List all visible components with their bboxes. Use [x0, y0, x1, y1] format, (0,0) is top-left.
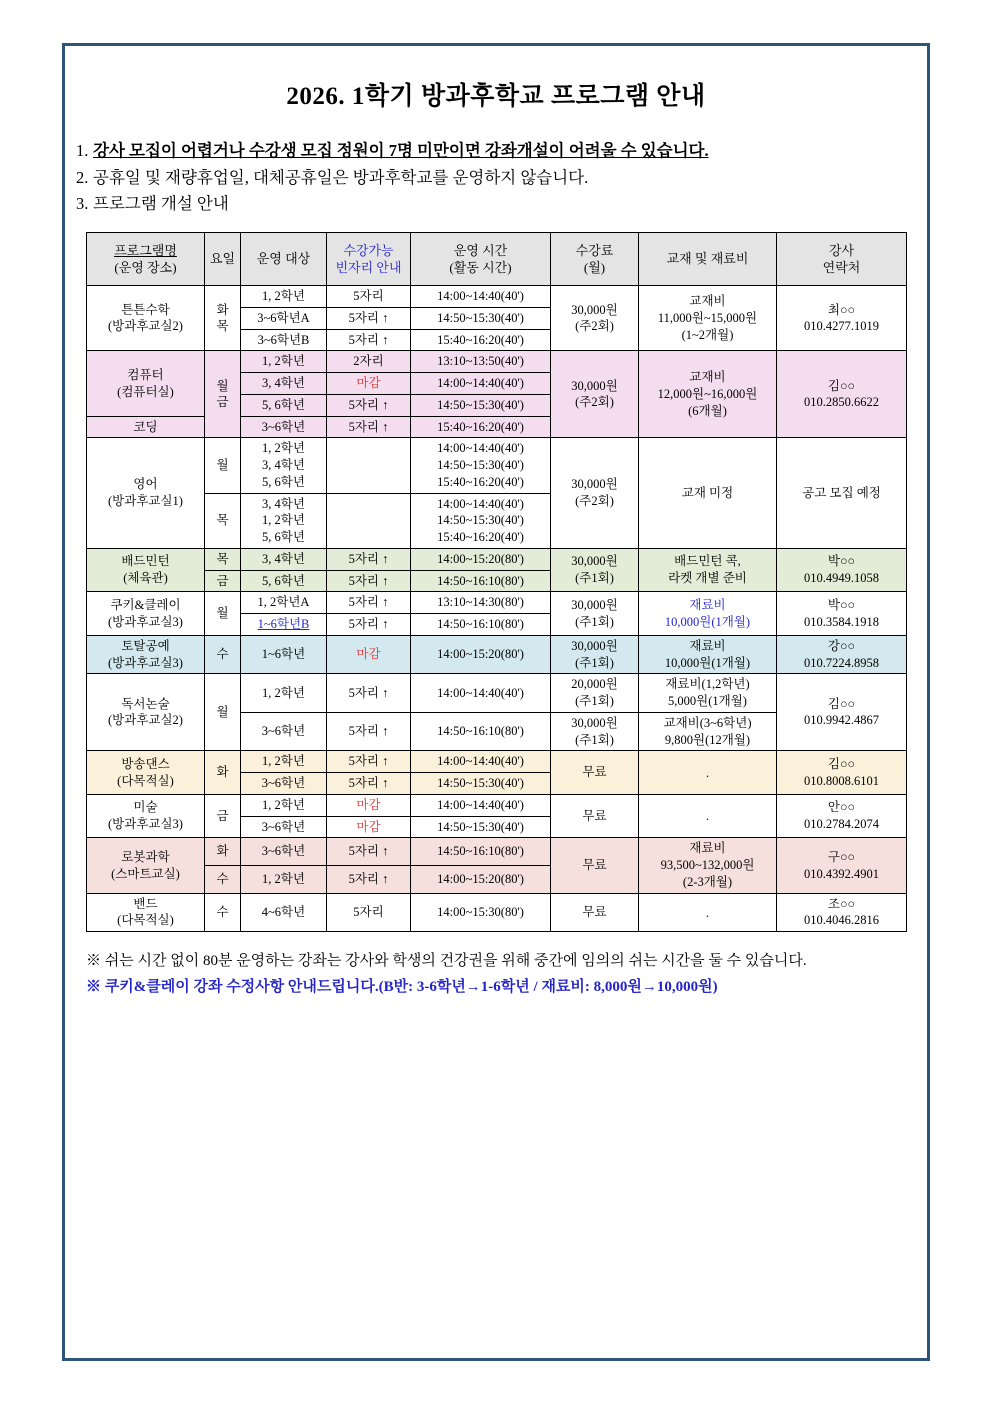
target-grade-cell: 1, 2학년 3, 4학년 5, 6학년 [241, 438, 327, 493]
instructor-contact-cell: 박○○ 010.4949.1058 [777, 548, 907, 592]
target-grade-cell: 3, 4학년 [241, 548, 327, 570]
target-grade-cell: 1, 2학년 [241, 351, 327, 373]
weekday-cell: 목 [205, 548, 241, 570]
target-grade-cell: 3~6학년 [241, 816, 327, 838]
instructor-contact-cell: 공고 모집 예정 [777, 438, 907, 549]
target-grade-cell: 1, 2학년 [241, 674, 327, 713]
schedule-time-cell: 14:00~14:40(40') [411, 373, 551, 395]
column-header [205, 233, 241, 286]
instructor-contact-cell: 강○○ 010.7224.8958 [777, 635, 907, 674]
schedule-time-cell: 14:50~15:30(40') [411, 816, 551, 838]
column-header-line2: (운영 장소) [114, 260, 177, 276]
program-table-wrapper [86, 232, 930, 932]
notice-item [76, 138, 930, 165]
target-grade-cell: 4~6학년 [241, 893, 327, 932]
target-grade-cell: 3~6학년A [241, 307, 327, 329]
table-row [87, 674, 907, 713]
availability-cell: 5자리 ↑ [327, 592, 411, 614]
target-grade-cell: 3~6학년B [241, 329, 327, 351]
material-cost-cell: 재료비 93,500~132,000원 (2-3개월) [639, 838, 777, 893]
program-name-cell: 컴퓨터 (컴퓨터실) [87, 351, 205, 416]
target-grade-cell: 1, 2학년 [241, 866, 327, 894]
schedule-time-cell: 14:50~16:10(80') [411, 712, 551, 751]
program-name-cell: 튼튼수학 (방과후교실2) [87, 286, 205, 351]
weekday-cell: 월 금 [205, 351, 241, 438]
schedule-time-cell: 14:50~16:10(80') [411, 614, 551, 636]
availability-cell: 5자리 ↑ [327, 570, 411, 592]
weekday-cell: 월 [205, 438, 241, 493]
material-cost-cell: 교재 미정 [639, 438, 777, 549]
tuition-fee-cell: 30,000원 (주2회) [551, 351, 639, 438]
table-row [87, 438, 907, 493]
notice-text: 강사 모집이 어렵거나 수강생 모집 정원이 7명 미만이면 강좌개설이 어려울 수 있습니다. [93, 141, 709, 160]
column-header-line1: 수강가능 [343, 242, 394, 258]
instructor-contact-cell: 안○○ 010.2784.2074 [777, 794, 907, 838]
column-header-line2: (월) [583, 260, 606, 276]
weekday-cell: 목 [205, 493, 241, 548]
schedule-time-cell: 13:10~14:30(80') [411, 592, 551, 614]
target-grade-cell: 1~6학년 [241, 635, 327, 674]
availability-cell: 5자리 ↑ [327, 751, 411, 773]
table-row [87, 893, 907, 932]
tuition-fee-cell: 30,000원 (주2회) [551, 438, 639, 549]
program-schedule-table [86, 232, 907, 932]
instructor-contact-cell: 구○○ 010.4392.4901 [777, 838, 907, 893]
schedule-time-cell: 13:10~13:50(40') [411, 351, 551, 373]
material-cost-cell: 교재비 11,000원~15,000원 (1~2개월) [639, 286, 777, 351]
availability-cell: 5자리 [327, 286, 411, 308]
material-cost-cell: 교재비 12,000원~16,000원 (6개월) [639, 351, 777, 438]
material-cost-cell: 재료비 10,000원(1개월) [639, 635, 777, 674]
notice-text: 프로그램 개설 안내 [93, 194, 229, 214]
schedule-time-cell: 14:50~16:10(80') [411, 838, 551, 866]
schedule-time-cell: 14:50~15:30(40') [411, 773, 551, 795]
schedule-time-cell: 14:00~14:40(40') 14:50~15:30(40') 15:40~16:20(40') [411, 438, 551, 493]
material-cost-cell: 배드민턴 콕, 라켓 개별 준비 [639, 548, 777, 592]
tuition-fee-cell: 무료 [551, 794, 639, 838]
material-cost-cell: 재료비(1,2학년) 5,000원(1개월) [639, 674, 777, 713]
schedule-time-cell: 14:00~15:20(80') [411, 635, 551, 674]
material-cost-cell: 재료비 10,000원(1개월) [639, 592, 777, 636]
tuition-fee-cell: 무료 [551, 838, 639, 893]
tuition-fee-cell: 30,000원 (주1회) [551, 548, 639, 592]
schedule-time-cell: 14:00~14:40(40') [411, 794, 551, 816]
availability-cell: 5자리 ↑ [327, 773, 411, 795]
notice-item [76, 191, 930, 218]
column-header [639, 233, 777, 286]
weekday-cell: 금 [205, 794, 241, 838]
table-row [87, 286, 907, 308]
program-name-cell: 방송댄스 (다목적실) [87, 751, 205, 795]
program-name-cell: 밴드 (다목적실) [87, 893, 205, 932]
table-header-row [87, 233, 907, 286]
target-grade-cell: 3~6학년 [241, 712, 327, 751]
material-cost-cell: 교재비(3~6학년) 9,800원(12개월) [639, 712, 777, 751]
column-header [777, 233, 907, 286]
target-grade-cell: 3, 4학년 1, 2학년 5, 6학년 [241, 493, 327, 548]
schedule-time-cell: 14:50~15:30(40') [411, 394, 551, 416]
target-grade-cell: 1~6학년B [241, 614, 327, 636]
weekday-cell: 수 [205, 866, 241, 894]
schedule-time-cell: 15:40~16:20(40') [411, 329, 551, 351]
availability-cell: 5자리 ↑ [327, 307, 411, 329]
material-cost-cell: . [639, 751, 777, 795]
footnote-text: 쿠키&클레이 강좌 수정사항 안내드립니다.(B반: 3-6학년→1-6학년 / 재료비: 8,000원→10,000원) [104, 979, 718, 996]
notice-item [76, 165, 930, 192]
tuition-fee-cell: 30,000원 (주1회) [551, 592, 639, 636]
availability-cell: 5자리 ↑ [327, 712, 411, 751]
program-name-cell: 영어 (방과후교실1) [87, 438, 205, 549]
schedule-time-cell: 14:00~15:20(80') [411, 866, 551, 894]
table-row [87, 635, 907, 674]
schedule-time-cell: 14:00~15:30(80') [411, 893, 551, 932]
schedule-time-cell: 14:50~15:30(40') [411, 307, 551, 329]
tuition-fee-cell: 30,000원 (주1회) [551, 712, 639, 751]
availability-cell: 마감 [327, 373, 411, 395]
availability-cell: 5자리 ↑ [327, 866, 411, 894]
column-header-line1: 교재 및 재료비 [666, 251, 749, 267]
weekday-cell: 수 [205, 635, 241, 674]
footnote [86, 948, 930, 974]
availability-cell: 5자리 [327, 893, 411, 932]
column-header [327, 233, 411, 286]
schedule-time-cell: 14:50~16:10(80') [411, 570, 551, 592]
footnote-mark: ※ [86, 953, 105, 970]
column-header-line1: 요일 [209, 251, 236, 267]
weekday-cell: 화 목 [205, 286, 241, 351]
column-header [241, 233, 327, 286]
target-grade-cell: 1, 2학년 [241, 794, 327, 816]
weekday-cell: 화 [205, 751, 241, 795]
target-grade-cell: 1, 2학년A [241, 592, 327, 614]
table-row [87, 794, 907, 816]
availability-cell [327, 493, 411, 548]
document-page [62, 43, 930, 1361]
program-name-cell: 미술 (방과후교실3) [87, 794, 205, 838]
column-header [87, 233, 205, 286]
target-grade-cell: 5, 6학년 [241, 394, 327, 416]
tuition-fee-cell: 20,000원 (주1회) [551, 674, 639, 713]
table-row [87, 751, 907, 773]
program-name-cell: 배드민턴 (체육관) [87, 548, 205, 592]
schedule-time-cell: 14:00~14:40(40') 14:50~15:30(40') 15:40~16:20(40') [411, 493, 551, 548]
availability-cell: 마감 [327, 816, 411, 838]
weekday-cell: 화 [205, 838, 241, 866]
footnote-text: 쉬는 시간 없이 80분 운영하는 강좌는 강사와 학생의 건강권을 위해 중간에 임의의 쉬는 시간을 둘 수 있습니다. [104, 953, 807, 970]
schedule-time-cell: 14:00~15:20(80') [411, 548, 551, 570]
program-name-cell: 쿠키&클레이 (방과후교실3) [87, 592, 205, 636]
availability-cell: 마감 [327, 794, 411, 816]
column-header-line1: 운영 대상 [256, 251, 311, 267]
table-row [87, 351, 907, 373]
footnote-list [86, 948, 930, 1001]
column-header-line2: (활동 시간) [449, 260, 512, 276]
weekday-cell: 월 [205, 592, 241, 636]
tuition-fee-cell: 무료 [551, 751, 639, 795]
table-row [87, 548, 907, 570]
schedule-time-cell: 14:00~14:40(40') [411, 751, 551, 773]
page-title: 2026. 1학기 방과후학교 프로그램 안내 [286, 83, 706, 110]
target-grade-cell: 3, 4학년 [241, 373, 327, 395]
instructor-contact-cell: 김○○ 010.8008.6101 [777, 751, 907, 795]
target-grade-cell: 1, 2학년 [241, 751, 327, 773]
footnote-mark: ※ [86, 979, 105, 996]
availability-cell: 5자리 ↑ [327, 329, 411, 351]
column-header-line2: 연락처 [822, 260, 861, 276]
notice-number: 1. [76, 141, 89, 160]
schedule-time-cell: 15:40~16:20(40') [411, 416, 551, 438]
column-header [411, 233, 551, 286]
column-header [551, 233, 639, 286]
availability-cell: 2자리 [327, 351, 411, 373]
column-header-line1: 운영 시간 [453, 242, 508, 258]
weekday-cell: 월 [205, 674, 241, 751]
table-row [87, 838, 907, 866]
target-grade-cell: 5, 6학년 [241, 570, 327, 592]
notice-number: 3. [76, 194, 89, 214]
target-grade-cell: 3~6학년 [241, 838, 327, 866]
instructor-contact-cell: 김○○ 010.9942.4867 [777, 674, 907, 751]
column-header-line1: 프로그램명 [114, 242, 177, 258]
availability-cell: 5자리 ↑ [327, 614, 411, 636]
schedule-time-cell: 14:00~14:40(40') [411, 674, 551, 713]
tuition-fee-cell: 30,000원 (주2회) [551, 286, 639, 351]
instructor-contact-cell: 박○○ 010.3584.1918 [777, 592, 907, 636]
column-header-line1: 수강료 [575, 242, 614, 258]
material-cost-cell: . [639, 893, 777, 932]
instructor-contact-cell: 김○○ 010.2850.6622 [777, 351, 907, 438]
table-body [87, 286, 907, 932]
schedule-time-cell: 14:00~14:40(40') [411, 286, 551, 308]
availability-cell: 5자리 ↑ [327, 416, 411, 438]
target-grade-cell: 1, 2학년 [241, 286, 327, 308]
column-header-line2: 빈자리 안내 [335, 260, 402, 276]
notice-number: 2. [76, 167, 89, 187]
availability-cell [327, 438, 411, 493]
material-cost-cell: . [639, 794, 777, 838]
instructor-contact-cell: 최○○ 010.4277.1019 [777, 286, 907, 351]
program-name-cell: 코딩 [87, 416, 205, 438]
availability-cell: 마감 [327, 635, 411, 674]
availability-cell: 5자리 ↑ [327, 674, 411, 713]
program-name-cell: 로봇과학 (스마트교실) [87, 838, 205, 893]
tuition-fee-cell: 무료 [551, 893, 639, 932]
program-name-cell: 토탈공예 (방과후교실3) [87, 635, 205, 674]
tuition-fee-cell: 30,000원 (주1회) [551, 635, 639, 674]
availability-cell: 5자리 ↑ [327, 838, 411, 866]
availability-cell: 5자리 ↑ [327, 394, 411, 416]
target-grade-cell: 3~6학년 [241, 773, 327, 795]
weekday-cell: 수 [205, 893, 241, 932]
weekday-cell: 금 [205, 570, 241, 592]
footnote [86, 974, 930, 1000]
availability-cell: 5자리 ↑ [327, 548, 411, 570]
table-header [87, 233, 907, 286]
notice-text: 공휴일 및 재량휴업일, 대체공휴일은 방과후학교를 운영하지 않습니다. [93, 167, 589, 187]
program-name-cell: 독서논술 (방과후교실2) [87, 674, 205, 751]
instructor-contact-cell: 조○○ 010.4046.2816 [777, 893, 907, 932]
notice-list [62, 138, 930, 218]
column-header-line1: 강사 [828, 242, 855, 258]
table-row [87, 592, 907, 614]
target-grade-cell: 3~6학년 [241, 416, 327, 438]
